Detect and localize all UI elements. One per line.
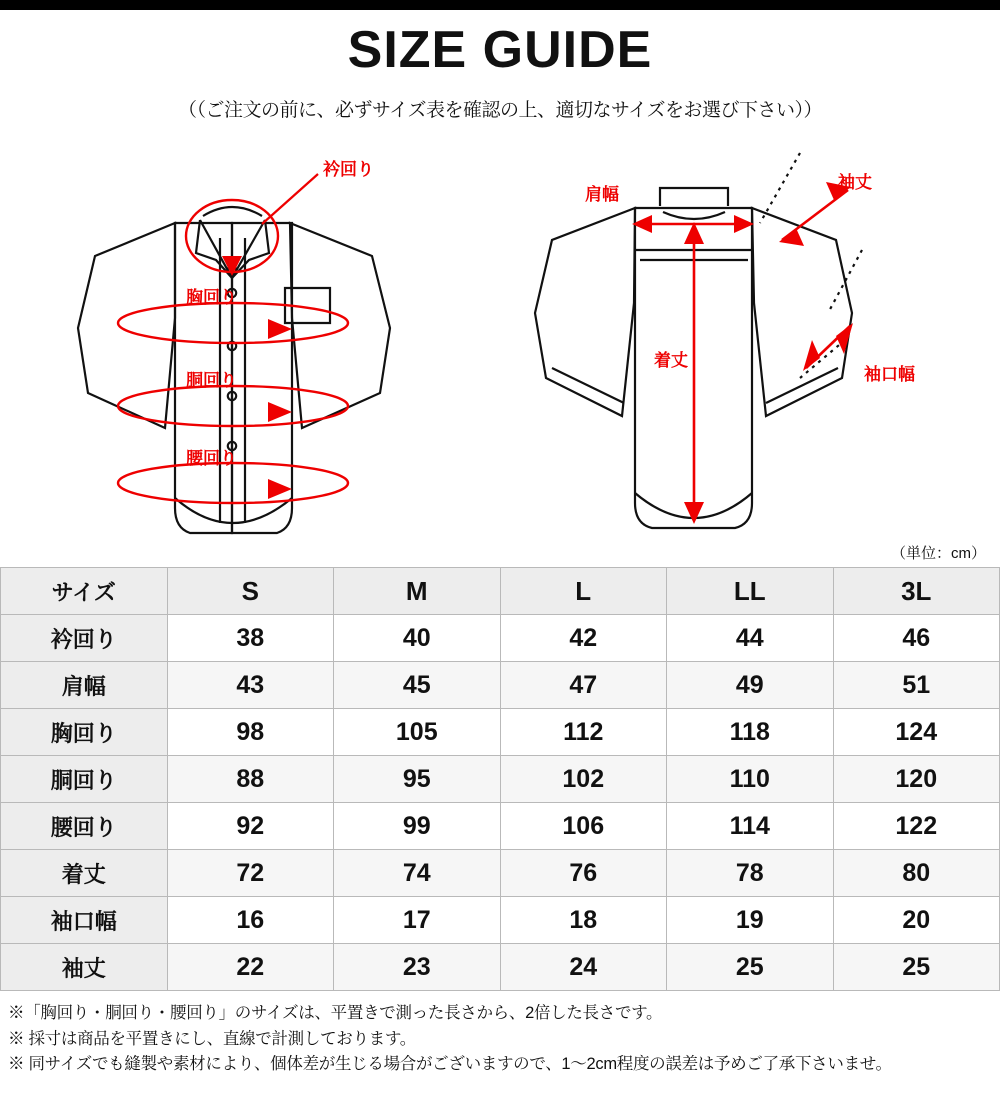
cell-sleeve-length-l: 24 bbox=[500, 944, 667, 991]
row-label-collar: 衿回り bbox=[1, 615, 168, 662]
label-shoulder: 肩幅 bbox=[585, 185, 619, 205]
cell-hip-ll: 114 bbox=[667, 803, 834, 850]
cell-cuff-width-l: 18 bbox=[500, 897, 667, 944]
cell-collar-s: 38 bbox=[167, 615, 334, 662]
cell-shoulder-s: 43 bbox=[167, 662, 334, 709]
cell-waist-s: 88 bbox=[167, 756, 334, 803]
footnote-2: ※ 採寸は商品を平置きにし、直線で計測しております。 bbox=[8, 1029, 416, 1048]
unit-note: （単位：cm） bbox=[891, 545, 986, 563]
table-row bbox=[1, 803, 1000, 850]
label-hip: 腰回り bbox=[186, 449, 237, 469]
header-size-m: M bbox=[334, 568, 501, 615]
table-header-row bbox=[1, 568, 1000, 615]
row-label-chest: 胸回り bbox=[1, 709, 168, 756]
cell-hip-l: 106 bbox=[500, 803, 667, 850]
header-size-label: サイズ bbox=[1, 568, 168, 615]
cell-collar-m: 40 bbox=[334, 615, 501, 662]
front-shirt-illustration bbox=[78, 207, 390, 533]
front-measure-labels bbox=[186, 159, 374, 468]
row-label-hip: 腰回り bbox=[1, 803, 168, 850]
table-row bbox=[1, 756, 1000, 803]
cell-waist-l: 102 bbox=[500, 756, 667, 803]
header-size-3l: 3L bbox=[833, 568, 1000, 615]
label-cuff-width: 袖口幅 bbox=[864, 365, 915, 385]
header-size-l: L bbox=[500, 568, 667, 615]
cell-hip-3l: 122 bbox=[833, 803, 1000, 850]
cell-body-length-m: 74 bbox=[334, 850, 501, 897]
cell-collar-l: 42 bbox=[500, 615, 667, 662]
cell-sleeve-length-m: 23 bbox=[334, 944, 501, 991]
table-row bbox=[1, 850, 1000, 897]
header-size-s: S bbox=[167, 568, 334, 615]
cell-waist-3l: 120 bbox=[833, 756, 1000, 803]
cell-shoulder-m: 45 bbox=[334, 662, 501, 709]
cell-chest-l: 112 bbox=[500, 709, 667, 756]
table-row bbox=[1, 897, 1000, 944]
cell-shoulder-l: 47 bbox=[500, 662, 667, 709]
cell-waist-ll: 110 bbox=[667, 756, 834, 803]
cell-chest-ll: 118 bbox=[667, 709, 834, 756]
size-table-body bbox=[1, 615, 1000, 991]
cell-body-length-ll: 78 bbox=[667, 850, 834, 897]
front-leader-lines bbox=[262, 174, 318, 224]
row-label-sleeve-length: 袖丈 bbox=[1, 944, 168, 991]
diagram-svg bbox=[0, 128, 1000, 548]
row-label-shoulder: 肩幅 bbox=[1, 662, 168, 709]
label-waist: 胴回り bbox=[186, 371, 237, 391]
label-collar: 衿回り bbox=[323, 160, 374, 180]
label-chest: 胸回り bbox=[186, 288, 237, 308]
cell-hip-s: 92 bbox=[167, 803, 334, 850]
cell-collar-3l: 46 bbox=[833, 615, 1000, 662]
cell-sleeve-length-3l: 25 bbox=[833, 944, 1000, 991]
row-label-body-length: 着丈 bbox=[1, 850, 168, 897]
footnote-3: ※ 同サイズでも縫製や素材により、個体差が生じる場合がございますので、1〜2cm程度の誤差は予めご了承下さいませ。 bbox=[8, 1055, 892, 1074]
cell-shoulder-ll: 49 bbox=[667, 662, 834, 709]
cell-cuff-width-m: 17 bbox=[334, 897, 501, 944]
cell-chest-m: 105 bbox=[334, 709, 501, 756]
label-sleeve-length: 袖丈 bbox=[838, 173, 872, 193]
cell-body-length-l: 76 bbox=[500, 850, 667, 897]
cell-collar-ll: 44 bbox=[667, 615, 834, 662]
label-body-length: 着丈 bbox=[654, 351, 688, 371]
footnote-1: ※「胸回り・胴回り・腰回り」のサイズは、平置きで測った長さから、2倍した長さです。 bbox=[8, 1004, 663, 1023]
table-row bbox=[1, 662, 1000, 709]
cell-chest-3l: 124 bbox=[833, 709, 1000, 756]
size-table bbox=[0, 567, 1000, 991]
table-row bbox=[1, 709, 1000, 756]
cell-waist-m: 95 bbox=[334, 756, 501, 803]
cell-chest-s: 98 bbox=[167, 709, 334, 756]
cell-shoulder-3l: 51 bbox=[833, 662, 1000, 709]
top-black-bar bbox=[0, 0, 1000, 10]
cell-cuff-width-s: 16 bbox=[167, 897, 334, 944]
cell-cuff-width-3l: 20 bbox=[833, 897, 1000, 944]
footnotes bbox=[0, 991, 1000, 1078]
table-row bbox=[1, 615, 1000, 662]
page-title: SIZE GUIDE bbox=[347, 21, 653, 79]
header-size-ll: LL bbox=[667, 568, 834, 615]
cell-body-length-3l: 80 bbox=[833, 850, 1000, 897]
size-table-head bbox=[1, 568, 1000, 615]
shirt-diagrams bbox=[0, 128, 1000, 548]
row-label-waist: 胴回り bbox=[1, 756, 168, 803]
cell-hip-m: 99 bbox=[334, 803, 501, 850]
cell-cuff-width-ll: 19 bbox=[667, 897, 834, 944]
page-subtitle: （（ご注文の前に、必ずサイズ表を確認の上、適切なサイズをお選び下さい）） bbox=[178, 100, 822, 122]
cell-sleeve-length-s: 22 bbox=[167, 944, 334, 991]
table-row bbox=[1, 944, 1000, 991]
cell-sleeve-length-ll: 25 bbox=[667, 944, 834, 991]
cell-body-length-s: 72 bbox=[167, 850, 334, 897]
row-label-cuff-width: 袖口幅 bbox=[1, 897, 168, 944]
